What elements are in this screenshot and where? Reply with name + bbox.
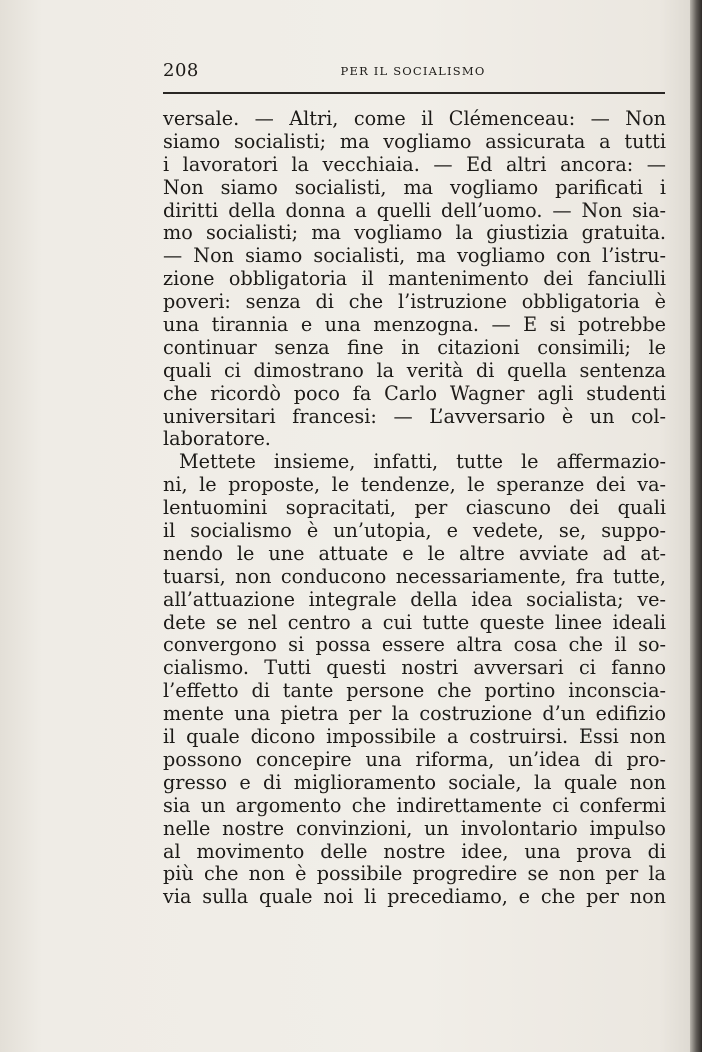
text-line: i lavoratori la vecchiaia. — Ed altri ancora: — (163, 152, 666, 176)
text-line: lentuomini sopracitati, per ciascuno dei quali (163, 496, 666, 520)
text-line: nelle nostre convinzioni, un involontario impulso (163, 816, 666, 840)
text-line: che ricordò poco fa Carlo Wagner agli studenti (163, 381, 666, 405)
running-title: PER IL SOCIALISMO (340, 64, 486, 78)
text-line: sia un argomento che indirettamente ci confermi (163, 793, 666, 817)
text-line: più che non è possibile progredire se non per la (163, 862, 666, 886)
text-line: continuar senza fine in citazioni consimili; le (163, 335, 666, 359)
text-line: l’effetto di tante persone che portino inconscia- (163, 679, 666, 703)
body-text (163, 108, 666, 909)
text-line: dete se nel centro a cui tutte queste linee ideali (163, 610, 666, 634)
text-line: il socialismo è un’utopia, e vedete, se, suppo- (163, 519, 666, 543)
text-line: mo socialisti; ma vogliamo la giustizia gratuita. (163, 221, 666, 245)
text-line: gresso e di miglioramento sociale, la quale non (163, 770, 666, 794)
text-line: — Non siamo socialisti, ma vogliamo con l’istru- (163, 244, 666, 268)
text-line: quali ci dimostrano la verità di quella sentenza (163, 358, 666, 382)
text-line: una tirannia e una menzogna. — E si potrebbe (163, 313, 666, 337)
text-line: cialismo. Tutti questi nostri avversari ci fanno (163, 656, 666, 680)
text-line: via sulla quale noi li precediamo, e che per non (163, 885, 666, 909)
text-line: all’attuazione integrale della idea socialista; ve- (163, 587, 666, 611)
text-line: possono concepire una riforma, un’idea di pro- (163, 747, 666, 771)
text-line: Non siamo socialisti, ma vogliamo parificati i (163, 175, 666, 199)
paragraph-start-line: Mettete insieme, infatti, tutte le affermazio- (179, 450, 666, 474)
text-line: siamo socialisti; ma vogliamo assicurata a tutti (163, 129, 666, 153)
text-line: diritti della donna a quelli dell’uomo. — Non sia- (163, 198, 666, 222)
text-line: convergono si possa essere altra cosa che il so- (163, 633, 666, 657)
header-rule (163, 92, 665, 94)
text-line: tuarsi, non conducono necessariamente, fra tutte, (163, 564, 666, 588)
page-header (163, 58, 663, 88)
text-line: mente una pietra per la costruzione d’un edifizio (163, 702, 666, 726)
page-edge-shadow (690, 0, 702, 1052)
page-number: 208 (163, 60, 199, 81)
text-line: al movimento delle nostre idee, una prova di (163, 839, 666, 863)
text-line: ni, le proposte, le tendenze, le speranze dei va- (163, 473, 666, 497)
text-line: nendo le une attuate e le altre avviate ad at- (163, 541, 666, 565)
text-line: zione obbligatoria il mantenimento dei fanciulli (163, 267, 666, 291)
text-line: universitari francesi: — L’avversario è un col- (163, 404, 666, 428)
text-line: poveri: senza di che l’istruzione obbligatoria è (163, 290, 666, 314)
text-line: versale. — Altri, come il Clémenceau: — Non (163, 107, 666, 130)
paragraph-end-line: laboratore. (163, 427, 271, 451)
text-line: il quale dicono impossibile a costruirsi. Essi non (163, 725, 666, 749)
